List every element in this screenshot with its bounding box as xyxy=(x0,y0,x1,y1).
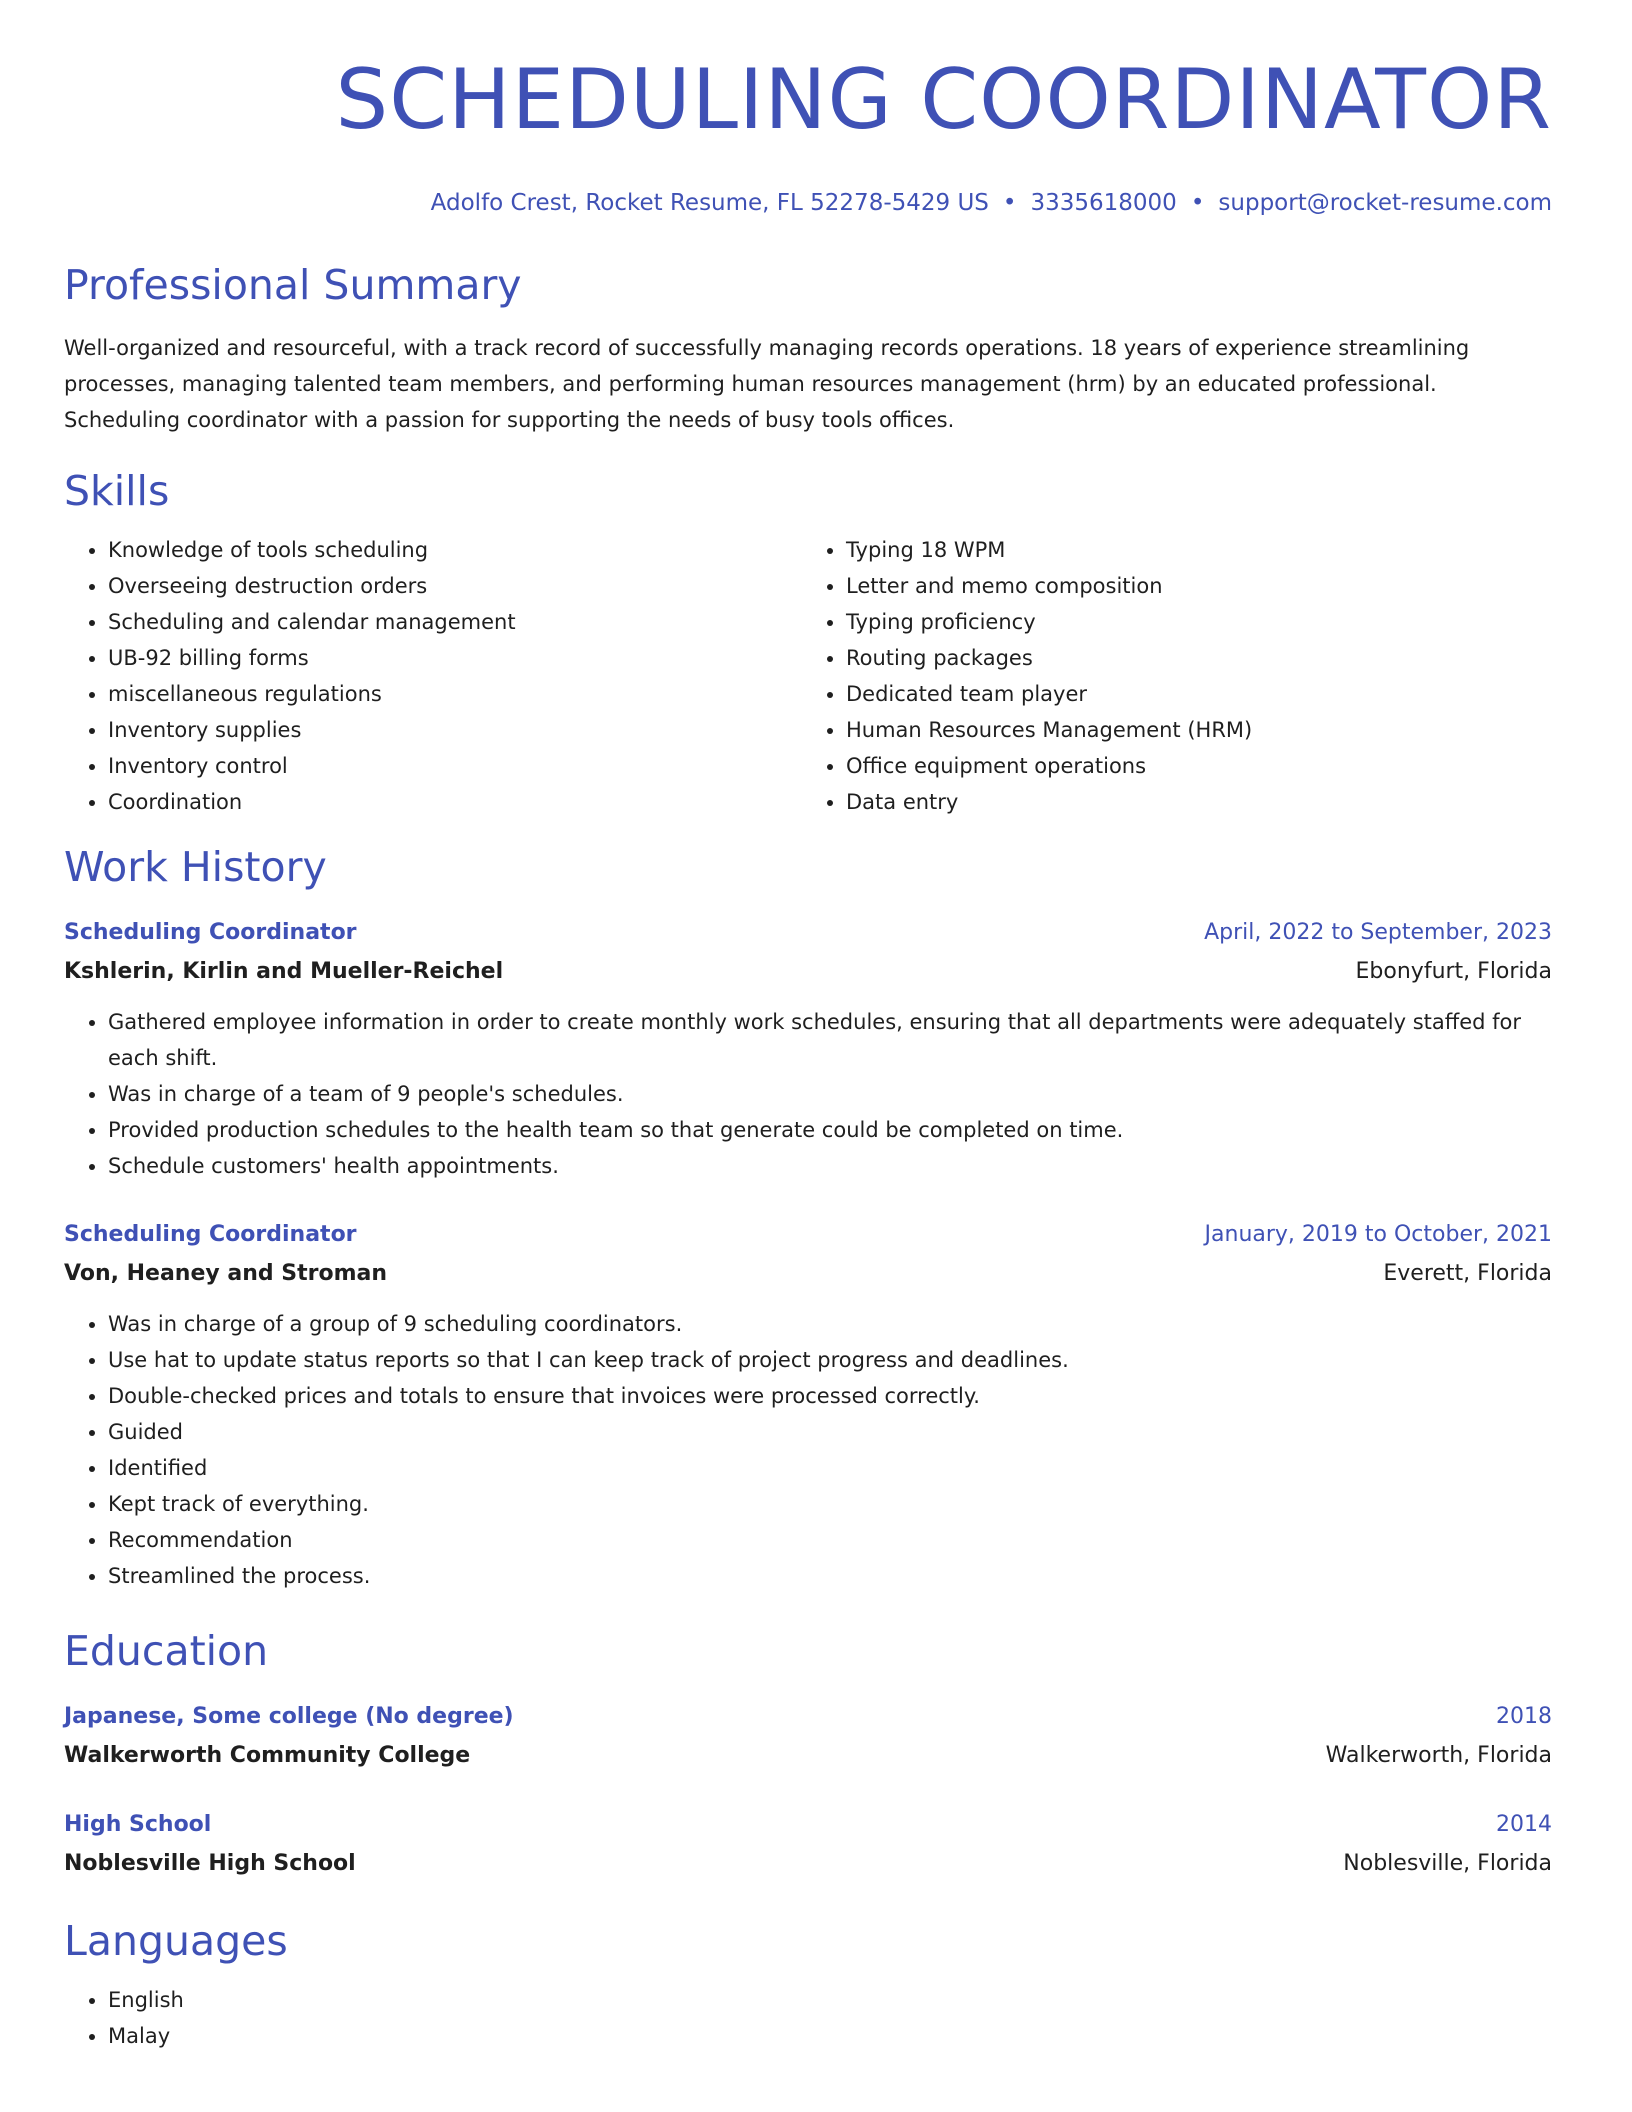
language-item: • English xyxy=(108,1982,1552,2018)
education-school-row xyxy=(64,1844,1552,1884)
contact-separator: • xyxy=(1002,190,1017,216)
job-bullet: • Was in charge of a group of 9 scheduling coordinators. xyxy=(108,1306,1552,1342)
contact-phone: 3335618000 xyxy=(1030,190,1177,216)
job-employer: Kshlerin, Kirlin and Mueller-Reichel xyxy=(64,959,504,984)
job-bullet: • Guided xyxy=(108,1414,1552,1450)
skill-item: • Knowledge of tools scheduling xyxy=(108,532,802,568)
education-school: Walkerworth Community College xyxy=(64,1743,471,1768)
contact-separator: • xyxy=(1190,190,1205,216)
skill-item: • Inventory supplies xyxy=(108,712,802,748)
job-bullet: • Gathered employee information in order to create monthly work schedules, ensuring that all departments were adequately staffed for each shift. xyxy=(108,1004,1552,1076)
education-location: Noblesville, Florida xyxy=(1343,1851,1552,1876)
skill-item: • Overseeing destruction orders xyxy=(108,568,802,604)
skill-item: • Typing proficiency xyxy=(846,604,1446,640)
job-dates: January, 2019 to October, 2021 xyxy=(1204,1222,1552,1247)
job-bullet: • Kept track of everything. xyxy=(108,1486,1552,1522)
summary-heading: Professional Summary xyxy=(64,261,522,309)
contact-address: Adolfo Crest, Rocket Resume, FL 52278-5429 US xyxy=(430,190,989,216)
contact-line xyxy=(64,188,1552,218)
job-bullet: • Identified xyxy=(108,1450,1552,1486)
summary-text: Well-organized and resourceful, with a track record of successfully managing records operations. 18 years of experience streamlining processes, managing talented team members, and performing human resources management (hrm) by an educated professional. Scheduling coordinator with a passion for supporting the needs of busy tools offices. xyxy=(64,336,1470,432)
job-location: Everett, Florida xyxy=(1383,1261,1552,1286)
job-entry xyxy=(64,914,1552,1184)
skill-item: • Routing packages xyxy=(846,640,1446,676)
education-heading: Education xyxy=(64,1627,269,1675)
skill-item: • Letter and memo composition xyxy=(846,568,1446,604)
job-role: Scheduling Coordinator xyxy=(64,920,357,945)
contact-email: support@rocket-resume.com xyxy=(1218,190,1552,216)
education-year: 2014 xyxy=(1496,1812,1552,1837)
skill-item: • Dedicated team player xyxy=(846,676,1446,712)
work-history-heading: Work History xyxy=(64,843,327,891)
education-school-row xyxy=(64,1736,1552,1776)
job-bullet: • Recommendation xyxy=(108,1522,1552,1558)
job-bullet: • Provided production schedules to the health team so that generate could be completed on time. xyxy=(108,1112,1552,1148)
job-entry xyxy=(64,1216,1552,1594)
education-year: 2018 xyxy=(1496,1704,1552,1729)
skill-item: • Human Resources Management (HRM) xyxy=(846,712,1446,748)
job-title-row xyxy=(64,1216,1552,1254)
skill-item: • Office equipment operations xyxy=(846,748,1446,784)
job-employer-row xyxy=(64,952,1552,992)
education-degree-row xyxy=(64,1806,1552,1844)
job-bullet: • Was in charge of a team of 9 people's schedules. xyxy=(108,1076,1552,1112)
job-location: Ebonyfurt, Florida xyxy=(1355,959,1552,984)
job-bullets xyxy=(64,1004,1552,1184)
job-dates: April, 2022 to September, 2023 xyxy=(1204,920,1552,945)
skill-item: • Typing 18 WPM xyxy=(846,532,1446,568)
skills-columns xyxy=(64,532,1552,820)
skill-item: • Inventory control xyxy=(108,748,802,784)
summary-section xyxy=(64,260,1552,438)
job-title-row xyxy=(64,914,1552,952)
candidate-title: SCHEDULING COORDINATOR xyxy=(335,51,1552,148)
job-bullet: • Streamlined the process. xyxy=(108,1558,1552,1594)
skill-item: • Coordination xyxy=(108,784,802,820)
skills-heading: Skills xyxy=(64,467,170,515)
resume-header xyxy=(64,50,1552,218)
languages-section xyxy=(64,1916,1552,2054)
job-employer-row xyxy=(64,1254,1552,1294)
skill-item: • Scheduling and calendar management xyxy=(108,604,802,640)
skills-section xyxy=(64,466,1552,820)
job-role: Scheduling Coordinator xyxy=(64,1222,357,1247)
skills-list-left xyxy=(64,532,802,820)
language-item: • Malay xyxy=(108,2018,1552,2054)
job-employer: Von, Heaney and Stroman xyxy=(64,1261,388,1286)
languages-heading: Languages xyxy=(64,1917,288,1965)
education-degree: Japanese, Some college (No degree) xyxy=(64,1704,514,1729)
education-degree: High School xyxy=(64,1812,212,1837)
job-bullet: • Schedule customers' health appointments. xyxy=(108,1148,1552,1184)
education-section xyxy=(64,1626,1552,1884)
job-bullet: • Use hat to update status reports so that I can keep track of project progress and deadlines. xyxy=(108,1342,1552,1378)
education-entry xyxy=(64,1806,1552,1884)
education-school: Noblesville High School xyxy=(64,1851,356,1876)
education-location: Walkerworth, Florida xyxy=(1325,1743,1552,1768)
education-degree-row xyxy=(64,1698,1552,1736)
work-history-section xyxy=(64,842,1552,1594)
skill-item: • Data entry xyxy=(846,784,1446,820)
job-bullets xyxy=(64,1306,1552,1594)
skill-item: • miscellaneous regulations xyxy=(108,676,802,712)
languages-list xyxy=(64,1982,1552,2054)
job-bullet: • Double-checked prices and totals to ensure that invoices were processed correctly. xyxy=(108,1378,1552,1414)
skills-list-right xyxy=(802,532,1446,820)
skill-item: • UB-92 billing forms xyxy=(108,640,802,676)
education-entry xyxy=(64,1698,1552,1776)
